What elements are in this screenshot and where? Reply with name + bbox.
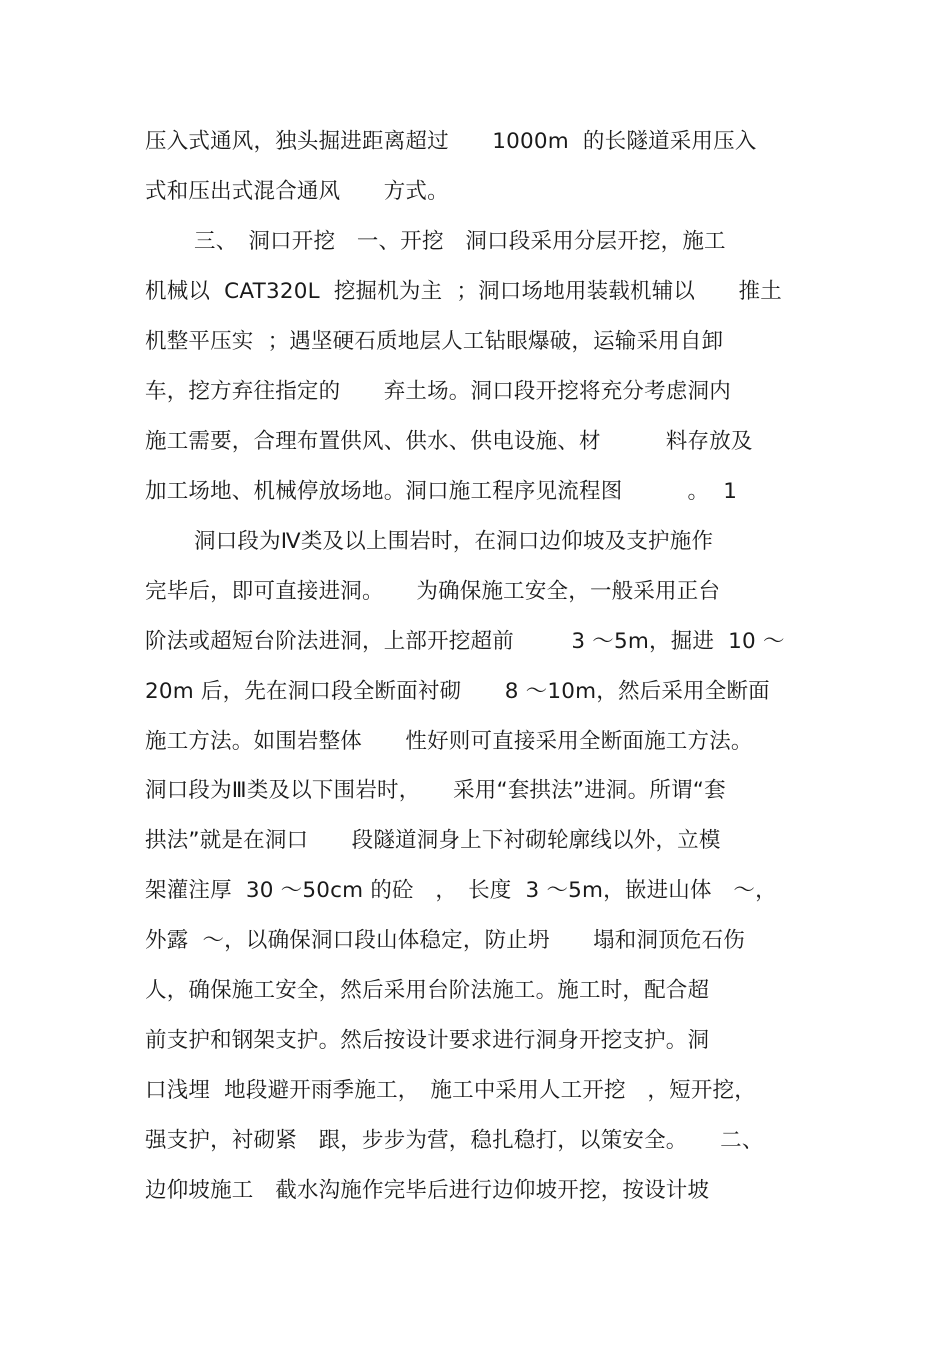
text-line: 加工场地、机械停放场地。洞口施工程序见流程图 。 1: [145, 479, 738, 504]
text-line: 洞口段为Ⅳ类及以上围岩时，在洞口边仰坡及支护施作: [194, 529, 714, 554]
text-line: 外露 ～，以确保洞口段山体稳定，防止坍 塌和洞顶危石伤: [145, 928, 745, 953]
text-line: 前支护和钢架支护。然后按设计要求进行洞身开挖支护。洞: [145, 1028, 710, 1053]
text-line: 人，确保施工安全，然后采用台阶法施工。施工时，配合超: [145, 978, 710, 1003]
text-line: 边仰坡施工 截水沟施作完毕后进行边仰坡开挖，按设计坡: [145, 1178, 710, 1203]
text-line: 机械以 CAT320L 挖掘机为主 ；洞口场地用装载机辅以 推土: [145, 279, 782, 304]
text-line: 拱法”就是在洞口 段隧道洞身上下衬砌轮廓线以外，立模: [145, 828, 721, 853]
text-line: 车，挖方弃往指定的 弃土场。洞口段开挖将充分考虑洞内: [145, 379, 731, 404]
text-line: 压入式通风，独头掘进距离超过 1000m 的长隧道采用压入: [145, 129, 757, 154]
text-line: 式和压出式混合通风 方式。: [145, 179, 449, 204]
text-line: 三、 洞口开挖 一、开挖 洞口段采用分层开挖，施工: [194, 229, 726, 254]
text-line: 口浅埋 地段避开雨季施工， 施工中采用人工开挖 ，短开挖，: [145, 1078, 756, 1103]
text-line: 完毕后，即可直接进洞。 为确保施工安全，一般采用正台: [145, 579, 721, 604]
text-line: 20m 后，先在洞口段全断面衬砌 8 ～10m，然后采用全断面: [145, 679, 770, 704]
text-line: 洞口段为Ⅲ类及以下围岩时， 采用“套拱法”进洞。所谓“套: [145, 778, 726, 803]
text-line: 施工方法。如围岩整体 性好则可直接采用全断面施工方法。: [145, 729, 753, 754]
text-line: 阶法或超短台阶法进洞，上部开挖超前 3 ～5m，掘进 10 ～: [145, 629, 785, 654]
text-line: 架灌注厚 30 ～50cm 的砼 ， 长度 3 ～5m，嵌进山体 ～，: [145, 878, 777, 903]
text-line: 机整平压实 ；遇坚硬石质地层人工钻眼爆破，运输采用自卸: [145, 329, 724, 354]
text-line: 施工需要，合理布置供风、供水、供电设施、材 料存放及: [145, 429, 753, 454]
text-line: 强支护，衬砌紧 跟，步步为营，稳扎稳打，以策安全。 二、: [145, 1128, 764, 1153]
